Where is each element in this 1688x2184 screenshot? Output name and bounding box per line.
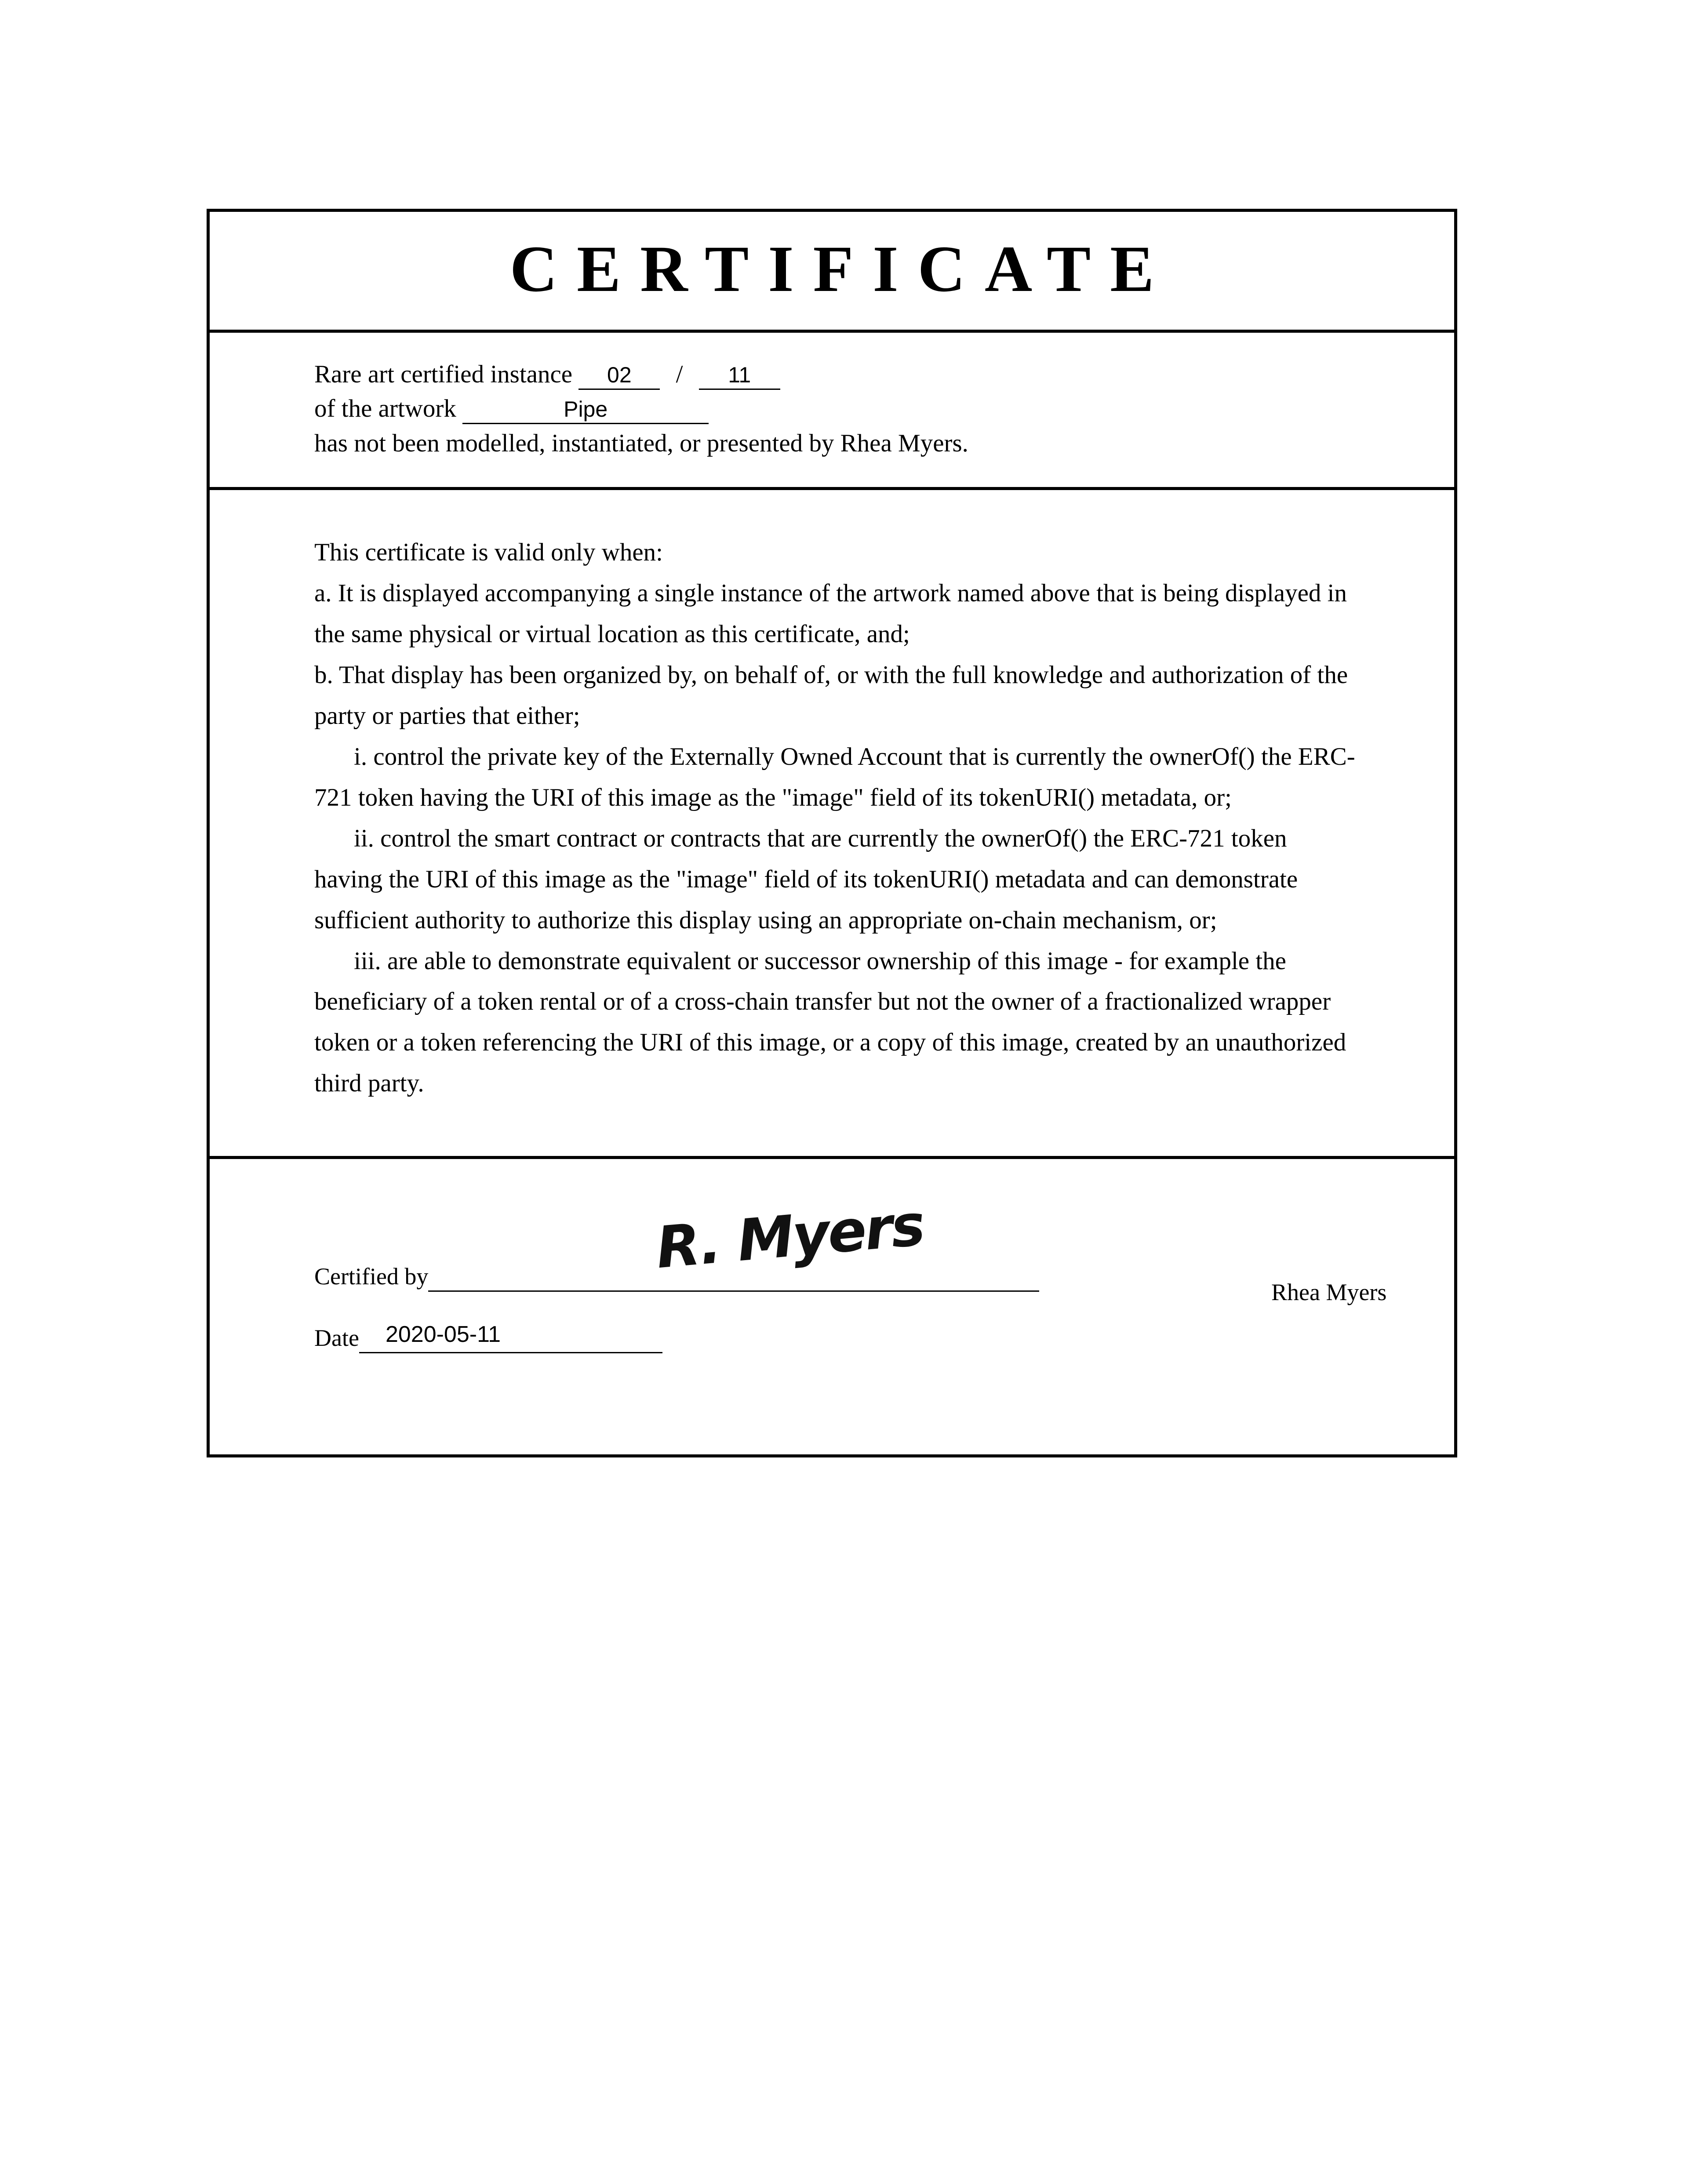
date-value[interactable]: 2020-05-11 xyxy=(385,1322,501,1348)
certificate-title-band xyxy=(210,212,1454,333)
instance-separator: / xyxy=(676,360,683,388)
signature-line[interactable] xyxy=(428,1290,1039,1292)
handwritten-signature: R. Myers xyxy=(653,1191,926,1282)
signatory-name: Rhea Myers xyxy=(1271,1279,1387,1306)
edition-size-field[interactable]: 11 xyxy=(699,364,780,390)
date-label: Date xyxy=(314,1325,359,1352)
date-line[interactable] xyxy=(359,1322,662,1353)
certified-by-label: Certified by xyxy=(314,1263,429,1290)
condition-iii: iii. are able to demonstrate equivalent or successor ownership of this image - for example the beneficiary of a token rental or of a cross-chain transfer but not the owner of a fractionalized wrapper token or a token referencing the URI of this image, or a copy of this image, created by an unauthorized third party. xyxy=(314,947,1346,1097)
instance-statement-text: has not been modelled, instantiated, or presented by Rhea Myers. xyxy=(314,429,968,457)
instance-number-field[interactable]: 02 xyxy=(578,364,660,390)
conditions-inner xyxy=(210,532,1454,1104)
artwork-name-field[interactable]: Pipe xyxy=(462,398,709,424)
signature-inner xyxy=(210,1191,1454,1383)
artwork-line xyxy=(314,392,1401,426)
certified-by-row xyxy=(314,1265,1039,1292)
condition-b: b. That display has been organized by, on behalf of, or with the full knowledge and authorization of the party or parties that either; xyxy=(314,661,1348,730)
instance-line xyxy=(314,357,1401,392)
instance-details-inner xyxy=(210,357,1454,461)
instance-details-band xyxy=(210,333,1454,491)
instance-statement xyxy=(314,426,1401,461)
conditions-band xyxy=(210,490,1454,1159)
conditions-intro: This certificate is valid only when: xyxy=(314,538,663,567)
certificate-document xyxy=(207,209,1457,1457)
condition-a: a. It is displayed accompanying a single instance of the artwork named above that is being displayed in the same physical or virtual location as this certificate, and; xyxy=(314,579,1347,648)
instance-prefix-label: Rare art certified instance xyxy=(314,360,573,388)
artwork-label: of the artwork xyxy=(314,395,456,423)
condition-i: i. control the private key of the Externally Owned Account that is currently the ownerOf() the ERC-721 token having the URI of this image as the "image" field of its tokenURI() metadata, or; xyxy=(314,743,1355,811)
condition-ii: ii. control the smart contract or contracts that are currently the ownerOf() the ERC-721 token having the URI of this image as the "image" field of its tokenURI() metadata and can demonstrate sufficient authority to authorize this display using an appropriate on-chain mechanism, or; xyxy=(314,824,1298,934)
page-title: CERTIFICATE xyxy=(509,233,1174,305)
signature-band xyxy=(210,1159,1454,1454)
date-row xyxy=(314,1322,662,1353)
